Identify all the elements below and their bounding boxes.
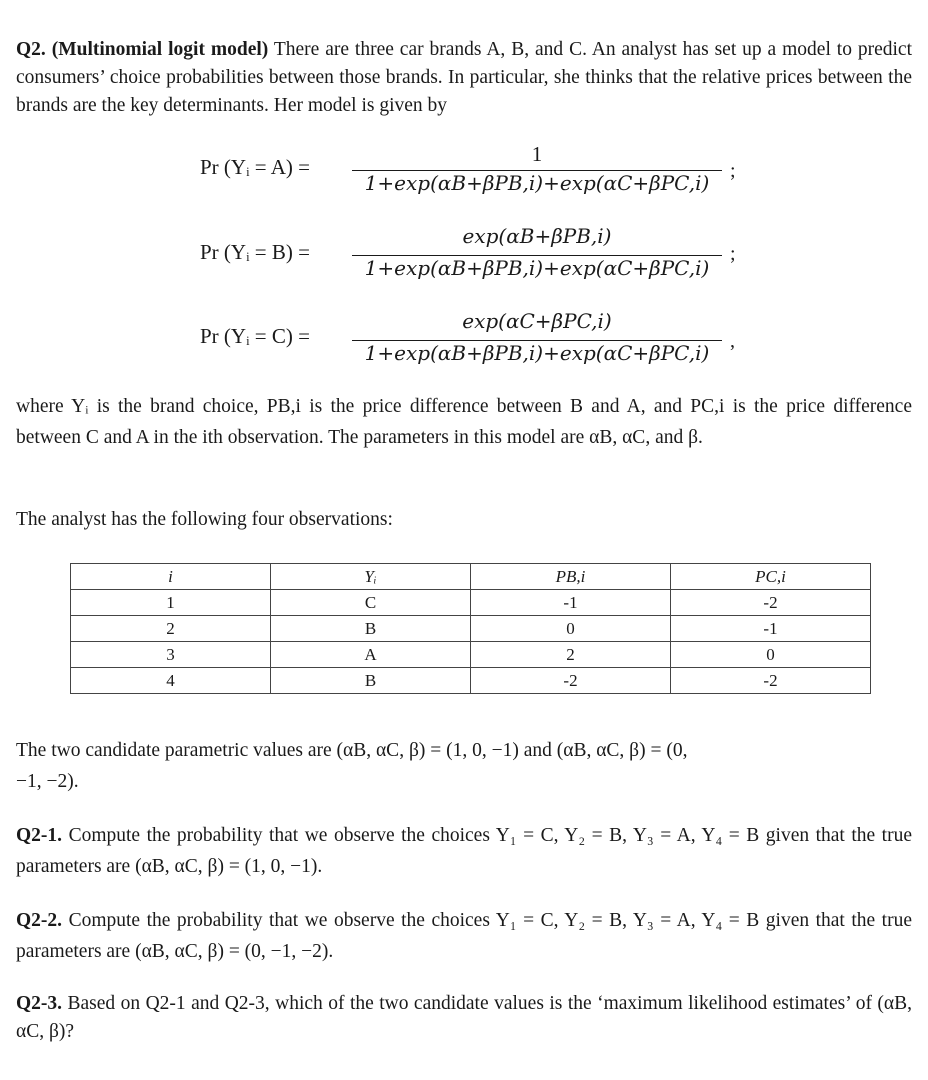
question-2-3 — [16, 990, 912, 1046]
question-2-1-label: Q2-1. — [16, 825, 63, 846]
question-2-3-text: Based on Q2-1 and Q2-3, which of the two candidate values is the ‘maximum likelihood estimates’ of (αB, αC, β)? — [16, 993, 913, 1042]
question-2-1-text: Compute the probability that we observe the choices Y₁ = C, Y₂ = B, Y₃ = A, Y₄ = B given that the true parameters are (αB, αC, β) = (1, 0, −1). — [16, 825, 913, 877]
where-paragraph: where Yᵢ is the brand choice, PB,i is the price difference between B and A, and PC,i is the price difference between C and A in the ith observation. The parameters in this model are αB, αC, and β. — [16, 396, 912, 448]
table-cell: -2 — [471, 668, 671, 694]
table-header-y: Yᵢ — [271, 564, 471, 590]
table-cell: -1 — [471, 590, 671, 616]
table-cell: A — [271, 642, 471, 668]
table-row — [71, 642, 871, 668]
observations-intro: The analyst has the following four observations: — [16, 509, 393, 530]
equation-1-numerator: 1 — [531, 142, 543, 166]
table-cell: -2 — [671, 590, 871, 616]
table-cell: C — [271, 590, 471, 616]
table-cell: 1 — [71, 590, 271, 616]
table-cell: 2 — [71, 616, 271, 642]
table-cell: B — [271, 668, 471, 694]
equation-3-lhs: Pr (Yᵢ = C) = — [200, 324, 310, 348]
observations-table — [70, 563, 871, 694]
table-header-pb: PB,i — [471, 564, 671, 590]
table-cell: 0 — [471, 616, 671, 642]
question-2-3-label: Q2-3. — [16, 993, 63, 1014]
question-2-2-text: Compute the probability that we observe the choices Y₁ = C, Y₂ = B, Y₃ = A, Y₄ = B given that the true parameters are (αB, αC, β) = (0, −1, −2). — [16, 910, 913, 962]
equation-3-denominator: 1+exp(αB+βPB,i)+exp(αC+βPC,i) — [364, 341, 710, 365]
table-header-row — [71, 564, 871, 590]
table-cell: 0 — [671, 642, 871, 668]
table-cell: B — [271, 616, 471, 642]
candidates-paragraph: The two candidate parametric values are (αB, αC, β) = (1, 0, −1) and (αB, αC, β) = (0, −1, −2). — [16, 740, 688, 792]
equation-1-lhs: Pr (Yᵢ = A) = — [200, 155, 310, 179]
table-row — [71, 616, 871, 642]
equation-2-denominator: 1+exp(αB+βPB,i)+exp(αC+βPC,i) — [364, 256, 710, 280]
table-cell: 4 — [71, 668, 271, 694]
equation-2-numerator: exp(αB+βPB,i) — [462, 224, 612, 248]
table-cell: -2 — [671, 668, 871, 694]
table-cell: 2 — [471, 642, 671, 668]
equation-1-denominator: 1+exp(αB+βPB,i)+exp(αC+βPC,i) — [364, 171, 710, 195]
table-cell: -1 — [671, 616, 871, 642]
question-2-2 — [16, 905, 912, 967]
question-label: Q2. (Multinomial logit model) — [16, 39, 269, 60]
equation-3-punct: , — [730, 330, 735, 352]
table-header-pc: PC,i — [671, 564, 871, 590]
question-intro-text: There are three car brands A, B, and C. An analyst has set up a model to predict consumers’ choice probabilities between those brands. In particular, she thinks that the relative prices between the brands are the key determinants. Her model is given by — [16, 39, 912, 116]
question-2-1 — [16, 820, 912, 882]
equation-3-numerator: exp(αC+βPC,i) — [462, 309, 612, 333]
table-cell: 3 — [71, 642, 271, 668]
question-intro — [16, 36, 912, 120]
equation-2-punct: ; — [730, 243, 736, 265]
table-row — [71, 590, 871, 616]
table-header-i: i — [71, 564, 271, 590]
question-2-2-label: Q2-2. — [16, 910, 63, 931]
equation-2-lhs: Pr (Yᵢ = B) = — [200, 240, 310, 264]
equation-1-punct: ; — [730, 160, 736, 182]
table-row — [71, 668, 871, 694]
